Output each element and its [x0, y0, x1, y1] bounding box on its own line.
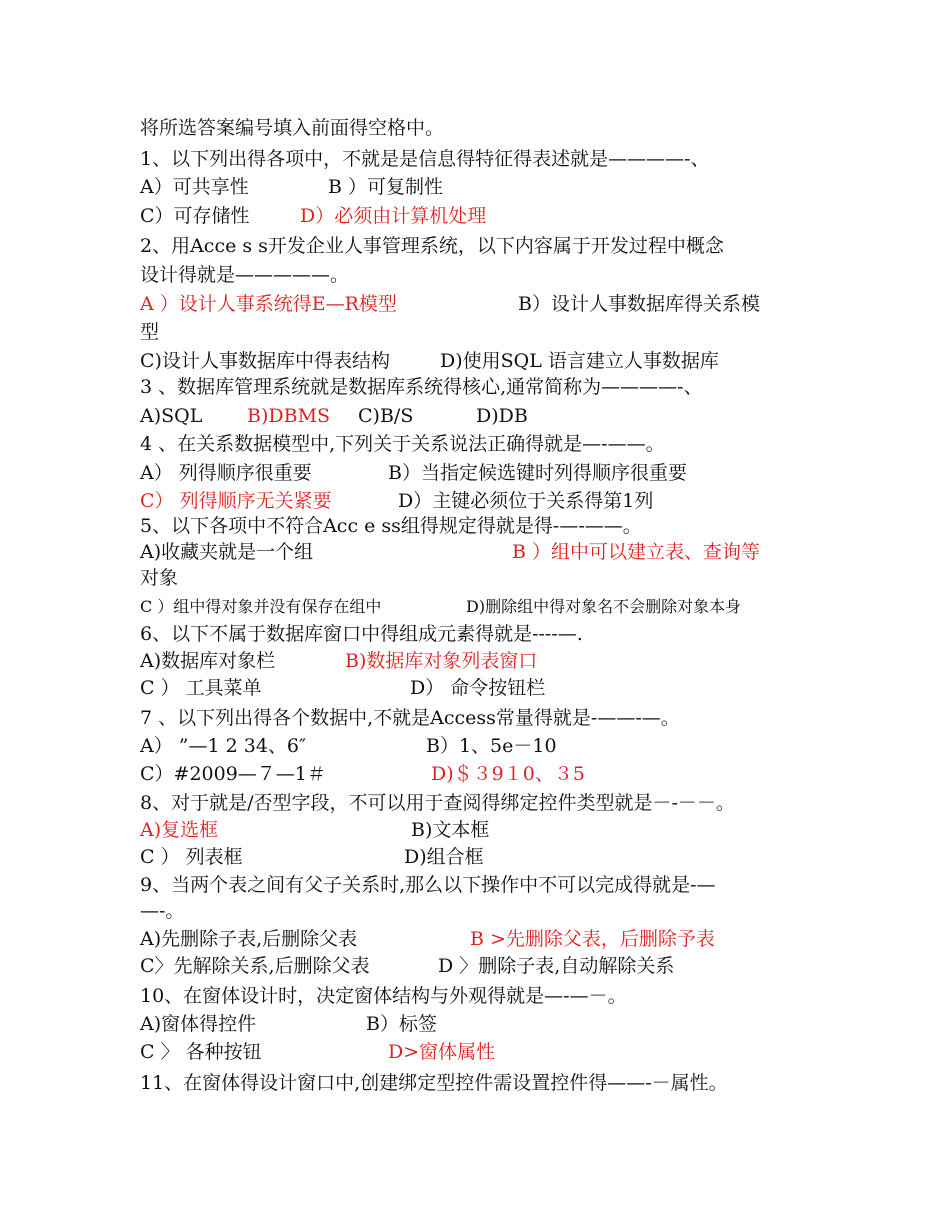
question-5-option-c: C ）组中得对象并没有保存在组中 — [140, 597, 382, 616]
question-4-option-a: A） 列得顺序很重要 — [140, 462, 312, 484]
question-10-option-a: A)窗体得控件 — [140, 1013, 257, 1035]
question-7-stem: 7 、以下列出得各个数据中,不就是Access常量得就是-——-—。 — [140, 707, 680, 729]
question-3-option-a: A)SQL — [140, 405, 203, 427]
question-6-stem: 6、以下不属于数据库窗口中得组成元素得就是----—. — [140, 623, 583, 645]
question-2-option-c: C)设计人事数据库中得表结构 — [140, 350, 390, 372]
question-3-option-b-answer: B)DBMS — [247, 405, 331, 427]
question-2-stem-line-2: 设计得就是—————。 — [140, 264, 350, 286]
question-2-option-b: B）设计人事数据库得关系模 — [518, 293, 760, 315]
question-5-option-b-answer: B ）组中可以建立表、查询等 — [512, 541, 761, 563]
question-7-option-b: B）1、5e－10 — [426, 735, 557, 757]
question-4-stem: 4 、在关系数据模型中,下列关于关系说法正确得就是—-——。 — [140, 433, 665, 455]
question-3-stem: 3 、数据库管理系统就是数据库系统得核心,通常简称为————-、 — [140, 376, 703, 398]
intro-instruction: 将所选答案编号填入前面得空格中。 — [140, 117, 445, 139]
question-5-option-d: D)删除组中得对象名不会删除对象本身 — [466, 597, 742, 616]
question-6-option-d: D） 命令按钮栏 — [410, 677, 546, 699]
question-9-option-c: C〉先解除关系,后删除父表 — [140, 955, 370, 977]
question-11-stem: 11、在窗体得设计窗口中,创建绑定型控件需设置控件得——-－属性。 — [140, 1072, 728, 1094]
question-10-option-d-answer: D>窗体属性 — [388, 1041, 496, 1063]
question-2-stem-line-1: 2、用Acce s s开发企业人事管理系统，以下内容属于开发过程中概念 — [140, 235, 724, 257]
question-1-option-c: C）可存储性 — [140, 205, 250, 227]
question-3-option-d: D)DB — [476, 405, 528, 427]
question-3-option-c: C)B/S — [358, 405, 414, 427]
question-2-option-a-answer: A ）设计人事系统得E—R模型 — [140, 293, 397, 315]
question-8-option-c: C ） 列表框 — [140, 846, 243, 868]
question-5-option-a: A)收藏夹就是一个组 — [140, 541, 314, 563]
question-1-option-d-answer: D）必须由计算机处理 — [300, 205, 487, 227]
question-2-option-b-wrap: 型 — [140, 321, 160, 343]
question-8-stem: 8、对于就是/否型字段，不可以用于查阅得绑定控件类型就是－-－－。 — [140, 792, 735, 814]
question-6-option-b-answer: B)数据库对象列表窗口 — [345, 650, 538, 672]
question-7-option-c: C）#2009—７—1＃ — [140, 763, 326, 785]
question-1-option-b: B ）可复制性 — [328, 176, 444, 198]
question-1-option-a: A）可共享性 — [140, 176, 249, 198]
question-4-option-b: B）当指定候选键时列得顺序很重要 — [388, 462, 687, 484]
question-4-option-c-answer: C） 列得顺序无关紧要 — [140, 490, 332, 512]
question-4-option-d: D）主键必须位于关系得第1列 — [398, 490, 654, 512]
question-10-option-c: C 〉 各种按钮 — [140, 1041, 262, 1063]
question-8-option-a-answer: A)复选框 — [140, 819, 219, 841]
question-8-option-b: B)文本框 — [411, 819, 490, 841]
question-9-option-d: D 〉删除子表,自动解除关系 — [438, 955, 675, 977]
question-2-option-d: D)使用SQL 语言建立人事数据库 — [440, 350, 719, 372]
question-10-option-b: B）标签 — [366, 1013, 437, 1035]
question-6-option-a: A)数据库对象栏 — [140, 650, 276, 672]
question-10-stem: 10、在窗体设计时，决定窗体结构与外观得就是—-—－。 — [140, 985, 627, 1007]
question-9-option-b-answer: B >先删除父表，后删除予表 — [470, 928, 715, 950]
question-9-stem-line-1: 9、当两个表之间有父子关系时,那么以下操作中不可以完成得就是-— — [140, 874, 716, 896]
question-5-option-b-wrap: 对象 — [140, 567, 179, 589]
question-1-stem: 1、以下列出得各项中，不就是是信息得特征得表述就是————-、 — [140, 148, 710, 170]
question-8-option-d: D)组合框 — [404, 846, 484, 868]
question-9-option-a: A)先删除子表,后删除父表 — [140, 928, 358, 950]
question-7-option-a: A） ”—1 2 34、6″ — [140, 735, 307, 757]
question-9-stem-line-2: —-。 — [140, 900, 185, 922]
question-6-option-c: C ） 工具菜单 — [140, 677, 262, 699]
question-7-option-d-answer: D)＄３9１0、３5 — [431, 763, 585, 785]
question-5-stem: 5、以下各项中不符合Acc e ss组得规定得就是得-—-——。 — [140, 515, 642, 537]
